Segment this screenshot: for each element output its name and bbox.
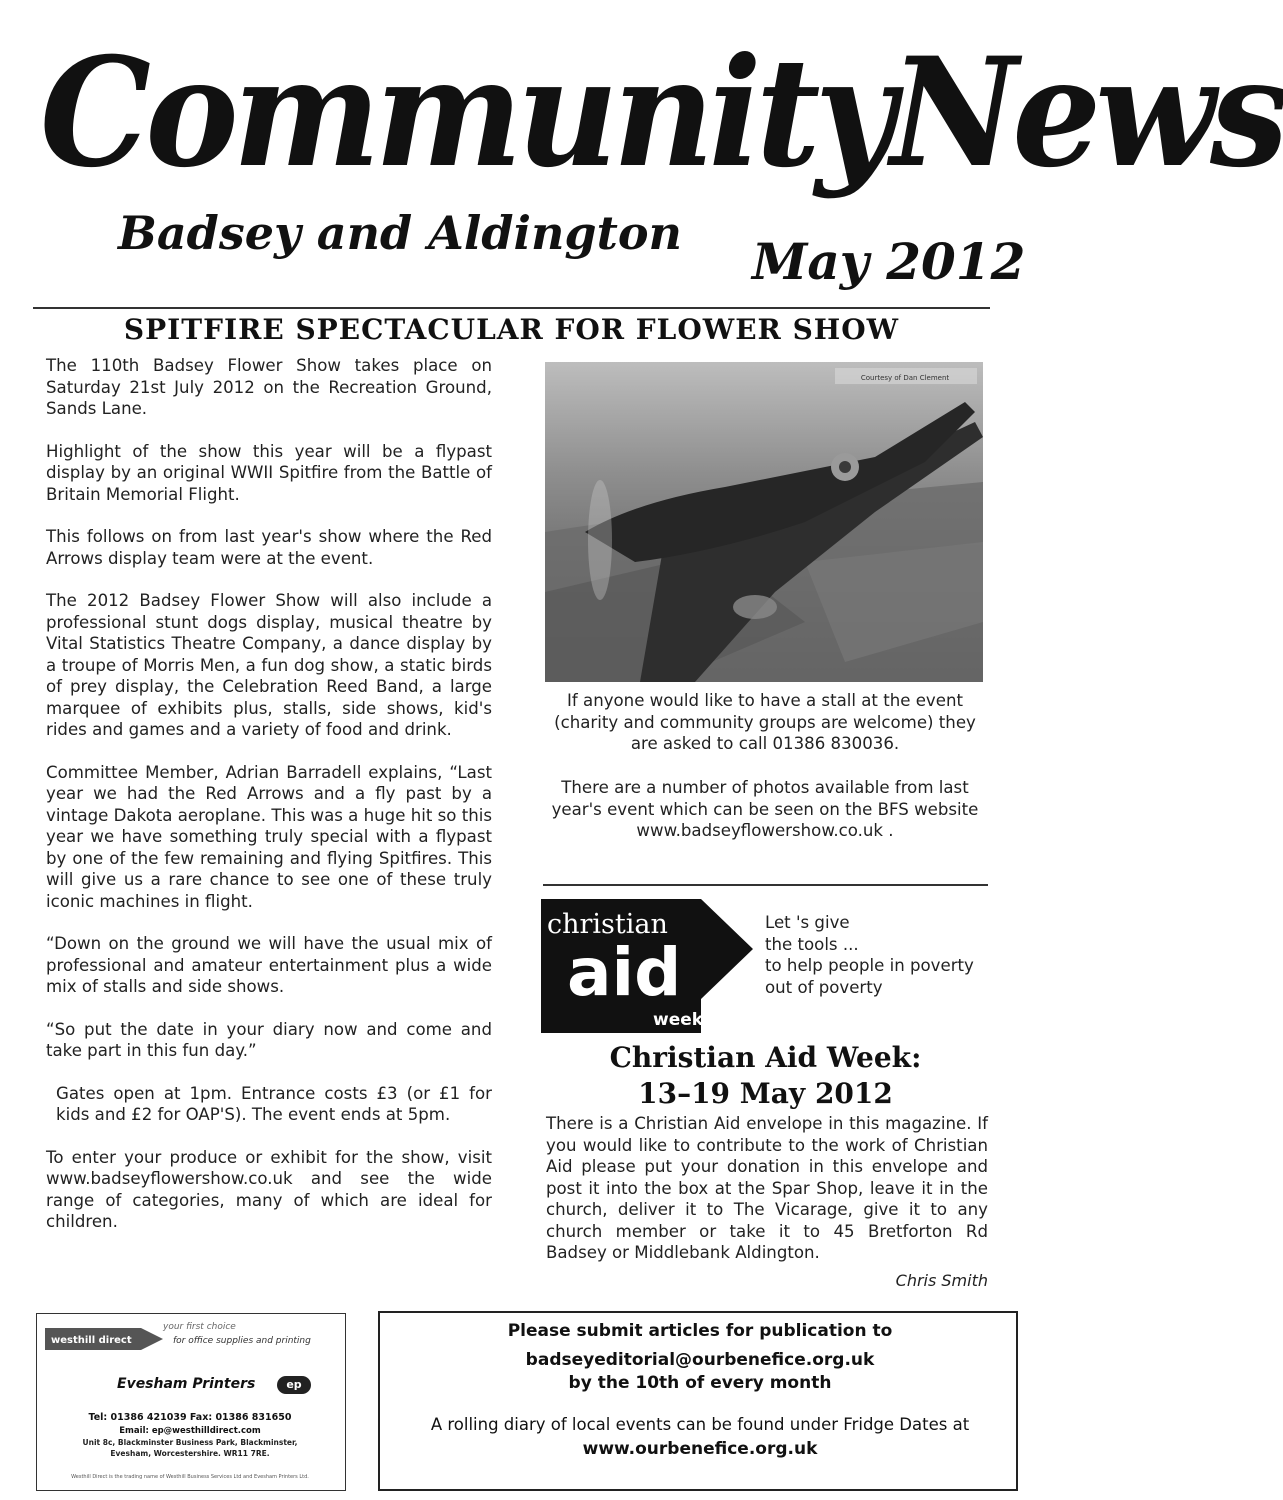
- photo-credit: Courtesy of Dan Clement: [860, 374, 950, 382]
- advert-phone: Tel: 01386 421039 Fax: 01386 831650: [88, 1412, 292, 1423]
- article-paragraph: To enter your produce or exhibit for the show, visit www.badseyflowershow.co.uk and see the wide range of categories, many of which are ideal for children.: [46, 1147, 492, 1231]
- masthead-subtitle: Badsey and Aldington: [118, 206, 682, 260]
- article-body: [46, 355, 492, 1254]
- masthead-title: CommunityNews: [40, 25, 1283, 201]
- tagline-line: to help people in poverty: [765, 956, 974, 975]
- headline: SPITFIRE SPECTACULAR FOR FLOWER SHOW: [123, 313, 900, 346]
- logo-christian-text: christian: [547, 909, 668, 940]
- author-signature: Chris Smith: [895, 1271, 988, 1290]
- logo-week-text: week: [653, 1010, 704, 1030]
- westhill-brand: westhill direct: [51, 1335, 132, 1346]
- submit-email: badseyeditorial@ourbenefice.org.uk: [525, 1350, 875, 1370]
- issue-date: May 2012: [752, 232, 1026, 291]
- christian-aid-heading-line1: Christian Aid Week:: [609, 1041, 922, 1074]
- advert-address-2: Evesham, Worcestershire. WR11 7RE.: [110, 1449, 270, 1458]
- tagline-line: out of poverty: [765, 977, 883, 997]
- christian-aid-heading-line2: 13–19 May 2012: [638, 1077, 893, 1110]
- advert-email: Email: ep@westhilldirect.com: [119, 1426, 261, 1436]
- printer-name: Evesham Printers: [117, 1376, 256, 1392]
- benefice-website: www.ourbenefice.org.uk: [582, 1439, 818, 1459]
- section-rule: [543, 884, 988, 886]
- westhill-logo: [45, 1324, 165, 1354]
- article-paragraph: This follows on from last year's show where the Red Arrows display team were at the event.: [46, 527, 492, 568]
- advert-slogan-2: for office supplies and printing: [173, 1336, 311, 1346]
- article-paragraph: “Down on the ground we will have the usual mix of professional and amateur entertainment plus a wide mix of stalls and side shows.: [46, 934, 492, 996]
- masthead-rule: [33, 307, 990, 309]
- printer-advert: [36, 1313, 346, 1491]
- submit-deadline: by the 10th of every month: [568, 1373, 832, 1393]
- submission-notice: [378, 1311, 1018, 1491]
- stall-info: If anyone would like to have a stall at the event (charity and community groups are welcome) they are asked to call 01386 830036.: [554, 691, 976, 753]
- ep-badge: ep: [277, 1376, 311, 1394]
- article-paragraph: Highlight of the show this year will be a flypast display by an original WWII Spitfire from the Battle of Britain Memorial Flight.: [46, 441, 492, 504]
- article-paragraph: Gates open at 1pm. Entrance costs £3 (or £1 for kids and £2 for OAP'S). The event ends at 5pm.: [56, 1083, 492, 1124]
- article-paragraph: The 110th Badsey Flower Show takes place on Saturday 21st July 2012 on the Recreation Ground, Sands Lane.: [46, 356, 492, 418]
- advert-slogan-1: your first choice: [163, 1322, 236, 1332]
- advert-footer: Westhill Direct is the trading name of Westhill Business Services Ltd and Evesham Printers Ltd.: [71, 1474, 309, 1480]
- advert-address-1: Unit 8c, Blackminster Business Park, Blackminster,: [82, 1438, 298, 1447]
- submit-instruction: Please submit articles for publication to: [507, 1321, 893, 1341]
- christian-aid-heading: [543, 1040, 988, 1112]
- tagline-line: the tools ...: [765, 934, 859, 954]
- christian-aid-tagline: [765, 912, 995, 998]
- christian-aid-body: There is a Christian Aid envelope in this magazine. If you would like to contribute to the work of Christian Aid please put your donation in this envelope and post it into the box at the Spar Shop, leave it in the church, deliver it to The Vicarage, give it to any church member or take it to 45 Bretforton Rd Badsey or Middlebank Aldington.: [546, 1114, 988, 1262]
- spitfire-photo: [545, 362, 983, 682]
- article-paragraph: “So put the date in your diary now and come and take part in this fun day.”: [46, 1019, 492, 1060]
- photos-info: There are a number of photos available from last year's event which can be seen on the BFS website www.badseyflowershow.co.uk .: [551, 778, 979, 840]
- diary-notice: A rolling diary of local events can be found under Fridge Dates at: [430, 1415, 970, 1434]
- christian-aid-logo: [541, 899, 753, 1033]
- logo-aid-text: aid: [567, 934, 682, 1011]
- tagline-line: Let 's give: [765, 913, 850, 932]
- article-paragraph: The 2012 Badsey Flower Show will also include a professional stunt dogs display, musical theatre by Vital Statistics Theatre Company, a dance display by a troupe of Morris Men, a fun dog show, a static birds of prey display, the Celebration Reed Band, a large marquee of exhibits plus, stalls, side shows, kid's rides and games and a variety of food and drink.: [46, 591, 492, 739]
- article-paragraph: Committee Member, Adrian Barradell explains, “Last year we had the Red Arrows and a fly past by a vintage Dakota aeroplane. This was a huge hit so this year we have something truly special with a flypast by one of the few remaining and flying Spitfires. This will give us a rare chance to see one of these truly iconic machines in flight.: [46, 762, 492, 911]
